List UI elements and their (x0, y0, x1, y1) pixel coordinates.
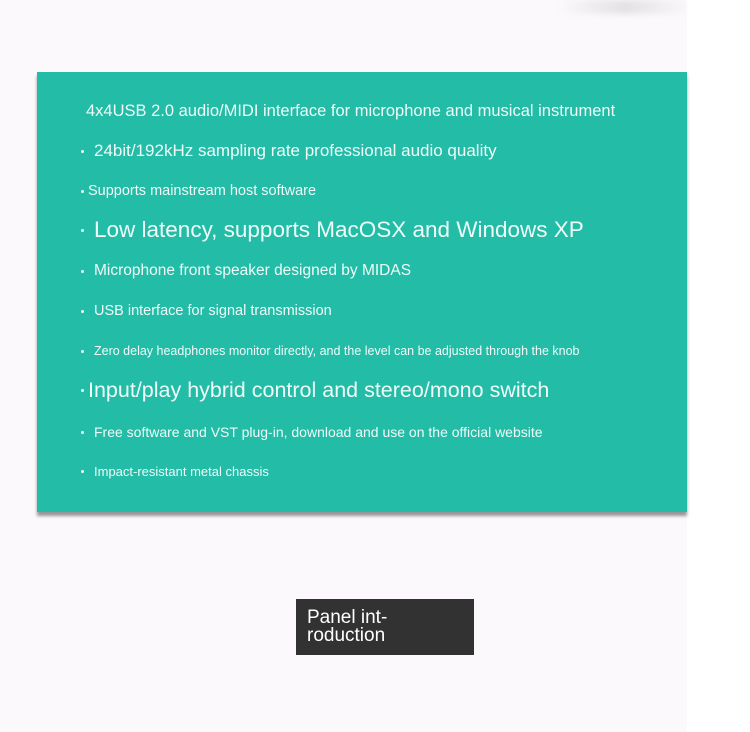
bullet-icon (81, 470, 84, 473)
bullet-icon (81, 310, 84, 313)
features-panel (37, 72, 687, 512)
feature-item (81, 378, 549, 403)
feature-item (81, 424, 543, 440)
section-label-line2: roduction (307, 625, 386, 646)
feature-item (81, 141, 497, 161)
bullet-icon (81, 350, 84, 353)
feature-text: Impact-resistant metal chassis (94, 464, 269, 479)
feature-item (81, 183, 316, 199)
bullet-icon (81, 190, 84, 193)
feature-text: Supports mainstream host software (88, 183, 317, 199)
bullet-icon (81, 270, 84, 273)
feature-item (81, 464, 269, 479)
feature-item (81, 217, 584, 243)
feature-text: Microphone front speaker designed by MIDAS (94, 262, 412, 279)
feature-text: Input/play hybrid control and stereo/mono switch (88, 378, 550, 402)
bullet-icon (81, 229, 84, 232)
feature-text: 24bit/192kHz sampling rate professional audio quality (94, 141, 497, 160)
feature-text: USB interface for signal transmission (94, 303, 332, 319)
bullet-icon (81, 431, 84, 434)
feature-item (86, 102, 615, 121)
feature-text: 4x4USB 2.0 audio/MIDI interface for microphone and musical instrument (86, 102, 616, 120)
feature-text: Low latency, supports MacOSX and Windows XP (94, 217, 584, 242)
feature-item (81, 262, 411, 280)
bullet-icon (81, 389, 84, 392)
feature-item (81, 303, 332, 319)
top-blur-decoration (560, 0, 690, 14)
feature-text: Free software and VST plug-in, download and use on the official website (94, 424, 543, 440)
section-label-line1: Panel int- (307, 607, 388, 628)
feature-text: Zero delay headphones monitor directly, and the level can be adjusted through the knob (94, 344, 580, 358)
panel-introduction-label (296, 599, 474, 655)
bullet-icon (81, 150, 84, 153)
feature-item (81, 344, 580, 358)
